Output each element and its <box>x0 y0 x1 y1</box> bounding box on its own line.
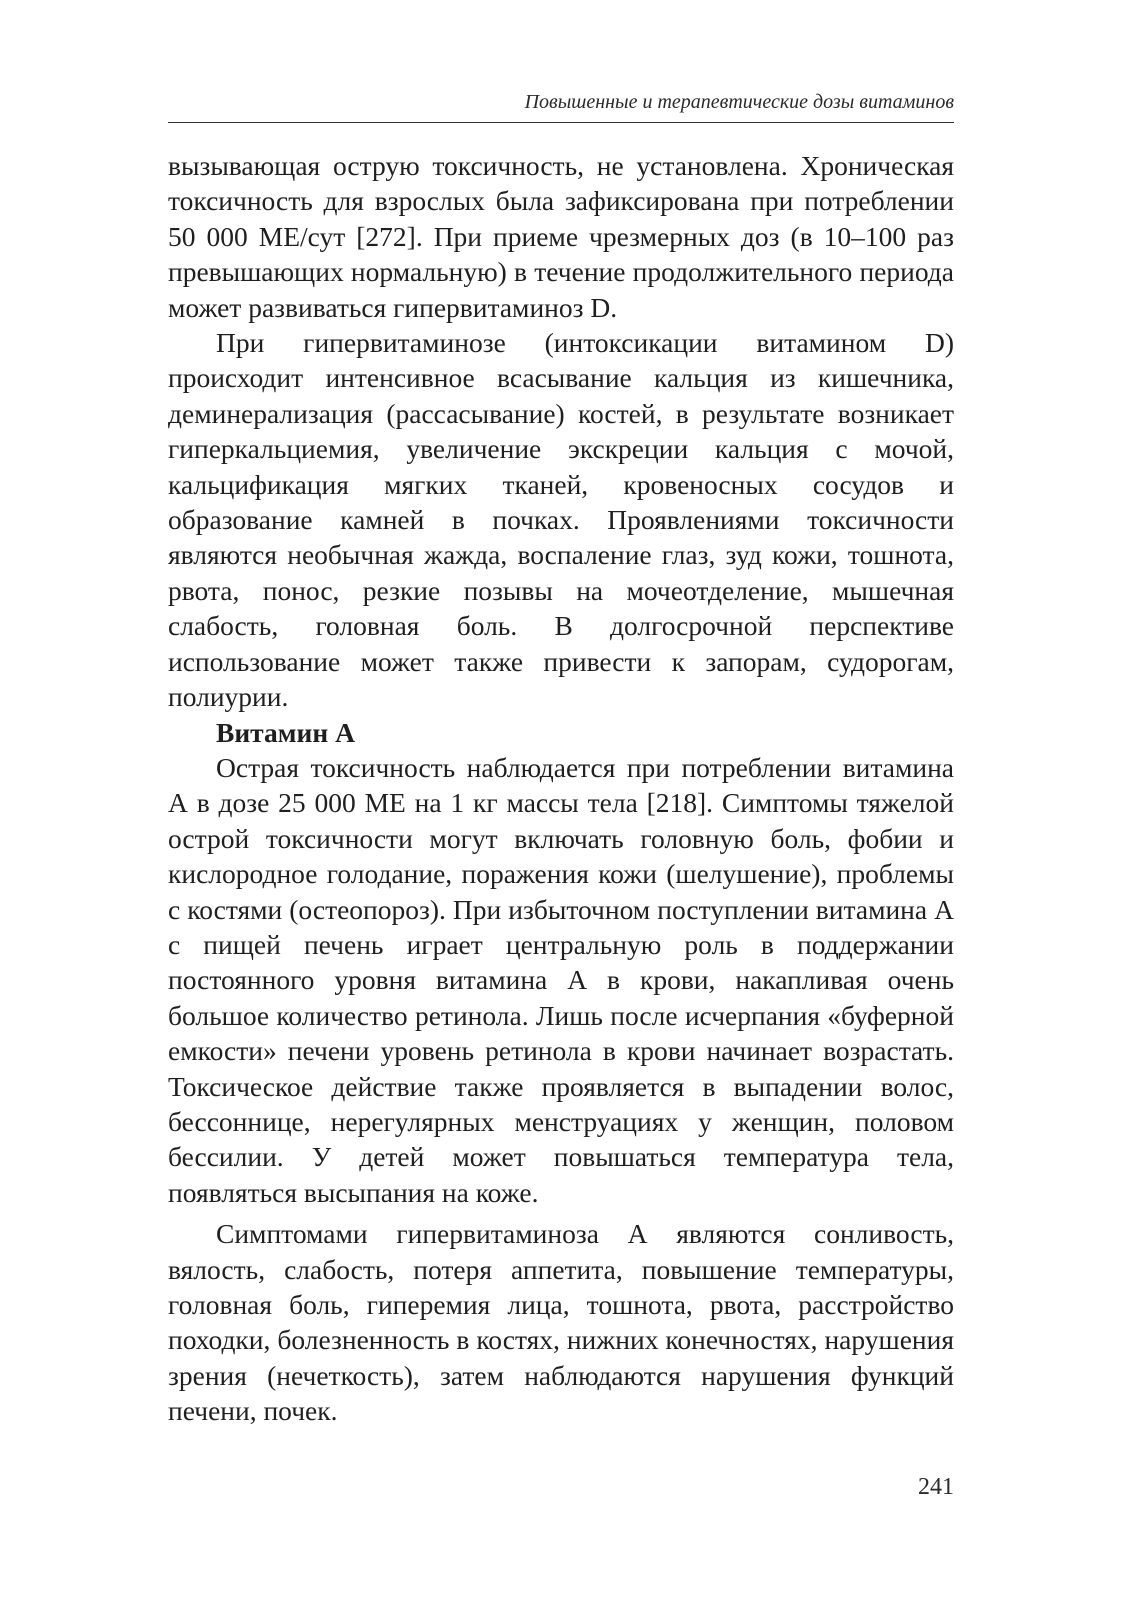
paragraph-symptoms-a: Симптомами гипервитаминоза А являются сонливость, вялость, слабость, потеря аппетита, повышение температуры, головная боль, гиперемия лица, тошнота, рвота, расстройство походки, болезненность в костях, нижних конечностях, нарушения зрения (нечеткость), затем наблюдаются нарушения функций печени, почек. <box>168 1218 954 1427</box>
paragraph-continued: вызывающая острую токсичность, не установлена. Хроническая токсичность для взрослых была зафиксирована при потреблении 50 000 МЕ/сут [272]. При приеме чрезмерных доз (в 10–100 раз превышающих нормальную) в течение продолжительного периода может развиваться гипервитаминоз D. <box>168 150 954 323</box>
main-text <box>168 148 954 1429</box>
section-heading-vitamin-a: Витамин А <box>216 716 355 748</box>
running-header: Повышенные и терапевтические дозы витаминов <box>524 91 954 113</box>
paragraph-acute-toxicity-a: Острая токсичность наблюдается при потреблении витамина А в дозе 25 000 МЕ на 1 кг массы тела [218]. Симптомы тяжелой острой токсичности могут включать головную боль, фобии и кислородное голодание, поражения кожи (шелушение), проблемы с костями (остеопороз). При избыточном поступлении витамина А с пищей печень играет центральную роль в поддержании постоянного уровня витамина А в крови, накапливая очень большое количество ретинола. Лишь после исчерпания «буферной емкости» печени уровень ретинола в крови начинает возрастать. Токсическое действие также проявляется в выпадении волос, бессоннице, нерегулярных менструациях у женщин, половом бессилии. У детей может повышаться температура тела, появляться высыпания на коже. <box>168 751 954 1208</box>
paragraph-hypervitaminosis-d: При гипервитаминозе (интоксикации витамином D) происходит интенсивное всасывание кальция из кишечника, деминерализация (рассасывание) костей, в результате возникает гиперкальциемия, увеличение экскреции кальция с мочой, кальцификация мягких тканей, кровеносных сосудов и образование камней в почках. Проявлениями токсичности являются необычная жажда, воспаление глаз, зуд кожи, тошнота, рвота, понос, резкие позывы на мочеотделение, мышечная слабость, головная боль. В долгосрочной перспективе использование может также привести к запорам, судорогам, полиурии. <box>168 327 954 713</box>
header-divider <box>168 122 954 123</box>
page-number: 241 <box>918 1474 954 1500</box>
